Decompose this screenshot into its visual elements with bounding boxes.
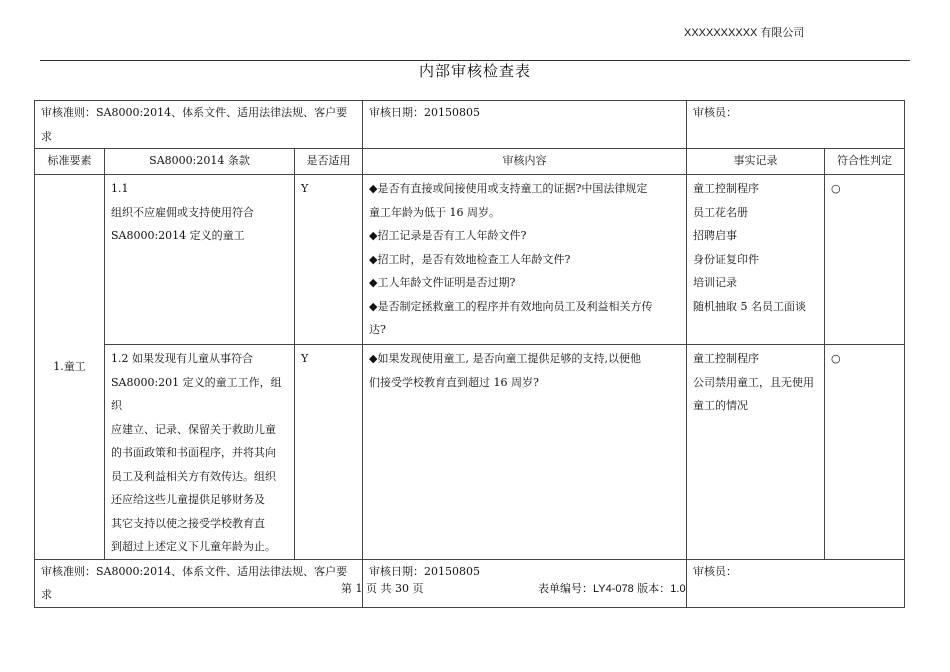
standard-element: 1.童工 bbox=[35, 175, 105, 560]
applicable-cell: Y bbox=[295, 345, 363, 560]
auditor-field: 审核员： bbox=[687, 101, 905, 149]
content-line: ◆招工记录是否有工人年龄文件? bbox=[369, 229, 527, 242]
record-line: 童工控制程序 bbox=[693, 182, 759, 195]
content-cell bbox=[363, 345, 687, 560]
judgment-mark: ○ bbox=[825, 175, 905, 345]
table-row bbox=[35, 345, 905, 560]
clause-line: 应建立、记录、保留关于救助儿童 bbox=[111, 422, 276, 436]
applicable-cell: Y bbox=[295, 175, 363, 345]
record-line: 培训记录 bbox=[693, 276, 737, 289]
clause-line: 1.1 bbox=[111, 182, 129, 195]
content-line: ◆是否有直接或间接使用或支持童工的证据?中国法律规定 bbox=[369, 182, 648, 195]
record-line: 童工的情况 bbox=[693, 399, 748, 412]
version-number: 1.0 bbox=[670, 583, 686, 595]
col-header-judgment: 符合性判定 bbox=[825, 149, 905, 175]
audit-criteria: 审核准则：SA8000:2014、体系文件、适用法律法规、客户要求 bbox=[35, 101, 363, 149]
content-line: 达? bbox=[369, 323, 386, 336]
col-header-applicable: 是否适用 bbox=[295, 149, 363, 175]
version-label: 版本： bbox=[633, 582, 671, 595]
record-cell bbox=[687, 175, 825, 345]
content-line: ◆如果发现使用童工, 是否向童工提供足够的支持,以便他 bbox=[369, 352, 641, 365]
record-line: 招聘启事 bbox=[693, 229, 737, 242]
content-line: ◆是否制定拯救童工的程序并有效地向员工及利益相关方传 bbox=[369, 299, 653, 313]
audit-criteria: 审核准则：SA8000:2014、体系文件、适用法律法规、客户要求 bbox=[35, 559, 363, 607]
content-line: ◆招工时，是否有效地检查工人年龄文件? bbox=[369, 252, 571, 266]
content-line: 们接受学校教育直到超过 16 周岁? bbox=[369, 375, 539, 389]
content-line: ◆工人年龄文件证明是否过期? bbox=[369, 276, 516, 289]
col-header-clause: SA8000:2014 条款 bbox=[105, 149, 295, 175]
record-line: 身份证复印件 bbox=[693, 252, 759, 266]
record-cell bbox=[687, 345, 825, 560]
clause-line: 其它支持以使之接受学校教育直 bbox=[111, 516, 265, 530]
record-line: 童工控制程序 bbox=[693, 352, 759, 365]
record-line: 随机抽取 5 名员工面谈 bbox=[693, 299, 806, 313]
content-cell bbox=[363, 175, 687, 345]
col-header-element: 标准要素 bbox=[35, 149, 105, 175]
judgment-mark: ○ bbox=[825, 345, 905, 560]
clause-cell bbox=[105, 345, 295, 560]
audit-checklist-table bbox=[34, 100, 905, 608]
clause-line: 组织不应雇佣或支持使用符合 bbox=[111, 205, 254, 219]
meta-row-bottom bbox=[35, 559, 905, 607]
col-header-content: 审核内容 bbox=[363, 149, 687, 175]
document-title: 内部审核检查表 bbox=[418, 62, 531, 80]
column-header-row bbox=[35, 149, 905, 175]
table-row bbox=[35, 175, 905, 345]
clause-line: 员工及利益相关方有效传达。组织 bbox=[111, 469, 276, 483]
clause-line: 的书面政策和书面程序，并将其向 bbox=[111, 446, 276, 459]
meta-row-top bbox=[35, 101, 905, 149]
record-line: 员工花名册 bbox=[693, 205, 748, 219]
clause-line: 还应给这些儿童提供足够财务及 bbox=[111, 493, 265, 506]
clause-line: SA8000:201 定义的童工工作，组织 bbox=[111, 375, 282, 412]
clause-line: 到超过上述定义下儿童年龄为止。 bbox=[111, 540, 276, 553]
page-number: 第 1 页 共 30 页 bbox=[341, 582, 424, 595]
form-number-label: 表单编号： bbox=[538, 582, 593, 595]
form-info bbox=[538, 580, 686, 596]
content-line: 童工年龄为低于 16 周岁。 bbox=[369, 205, 500, 219]
form-number: LY4-078 bbox=[593, 583, 634, 595]
audit-date: 审核日期：20150805 bbox=[363, 559, 687, 607]
col-header-record: 事实记录 bbox=[687, 149, 825, 175]
clause-line: 1.2 如果发现有儿童从事符合 bbox=[111, 352, 253, 365]
clause-line: SA8000:2014 定义的童工 bbox=[111, 229, 245, 242]
audit-date: 审核日期：20150805 bbox=[363, 101, 687, 149]
record-line: 公司禁用童工，且无使用 bbox=[693, 375, 814, 389]
company-name: XXXXXXXXXX 有限公司 bbox=[684, 27, 805, 39]
clause-cell bbox=[105, 175, 295, 345]
auditor-field: 审核员： bbox=[687, 559, 905, 607]
